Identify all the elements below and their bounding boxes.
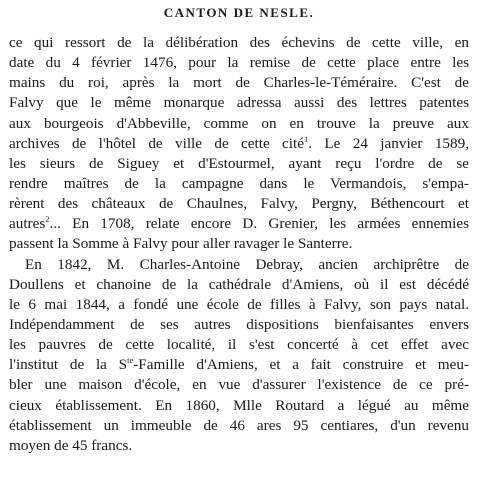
text-line: moyen de 45 francs. (9, 436, 133, 454)
text-segment: autres (9, 215, 46, 233)
text-line: cieux établissement. En 1860, Mlle Routard a légué au même (9, 396, 469, 414)
text-line: aux bourgeois d'Abbeville, comme on en trouve la preuve aux (9, 114, 469, 132)
text-line: date du 4 février 1476, pour la remise de cette place entre les (9, 54, 469, 72)
text-line: bler une maison d'école, en vue d'assurer l'existence de ce pré- (9, 376, 469, 394)
text-segment: ... En 1708, relate encore D. Grenier, les armées ennemies (49, 215, 469, 233)
superscript-abbreviation: te (127, 355, 134, 366)
text-line: Falvy que le même monarque adressa aussi des lettres patentes (9, 94, 469, 112)
text-segment: -Famille d'Amiens, et a fait construire et meu- (133, 356, 469, 374)
text-line (9, 134, 469, 154)
text-line: En 1842, M. Charles-Antoine Debray, ancien archiprêtre de (25, 255, 469, 273)
footnote-marker: 2 (45, 214, 50, 225)
text-line: établissement un immeuble de 46 ares 95 centiares, d'un revenu (9, 416, 469, 434)
running-head-title: CANTON DE NESLE. (163, 5, 315, 20)
text-line: les sieurs de Siguey et d'Estourmel, ayant reçu l'ordre de se (9, 154, 469, 172)
text-line: ce qui ressort de la délibération des échevins de cette ville, en (9, 34, 469, 51)
body-text (9, 33, 469, 456)
text-segment: l'institut de la S (9, 356, 128, 374)
text-line: passent la Somme à Falvy pour aller ravager le Santerre. (9, 235, 353, 253)
text-segment: . Le 24 janvier 1589, (308, 134, 469, 152)
text-segment: archives de l'hôtel de ville de cette cité (9, 134, 304, 152)
text-line (9, 214, 469, 234)
text-line: Doullens et chanoine de la cathédrale d'Amiens, où il est décédé (9, 275, 469, 293)
text-line: rèrent des châteaux de Chaulnes, Falvy, Pergny, Béthencourt et (9, 195, 469, 213)
text-line: Indépendamment de ses autres dispositions bienfaisantes envers (9, 315, 469, 333)
text-line: les pauvres de cette localité, il s'est concerté à cet effet avec (9, 336, 469, 354)
footnote-marker: 1 (303, 133, 309, 144)
text-line (9, 355, 469, 375)
text-line: mains du roi, après la mort de Charles-le-Téméraire. C'est de (9, 74, 469, 92)
text-line: rendre maîtres de la campagne dans le Vermandois, s'empa- (9, 174, 469, 192)
text-line: le 6 mai 1844, a fondé une école de filles à Falvy, son pays natal. (9, 295, 469, 313)
